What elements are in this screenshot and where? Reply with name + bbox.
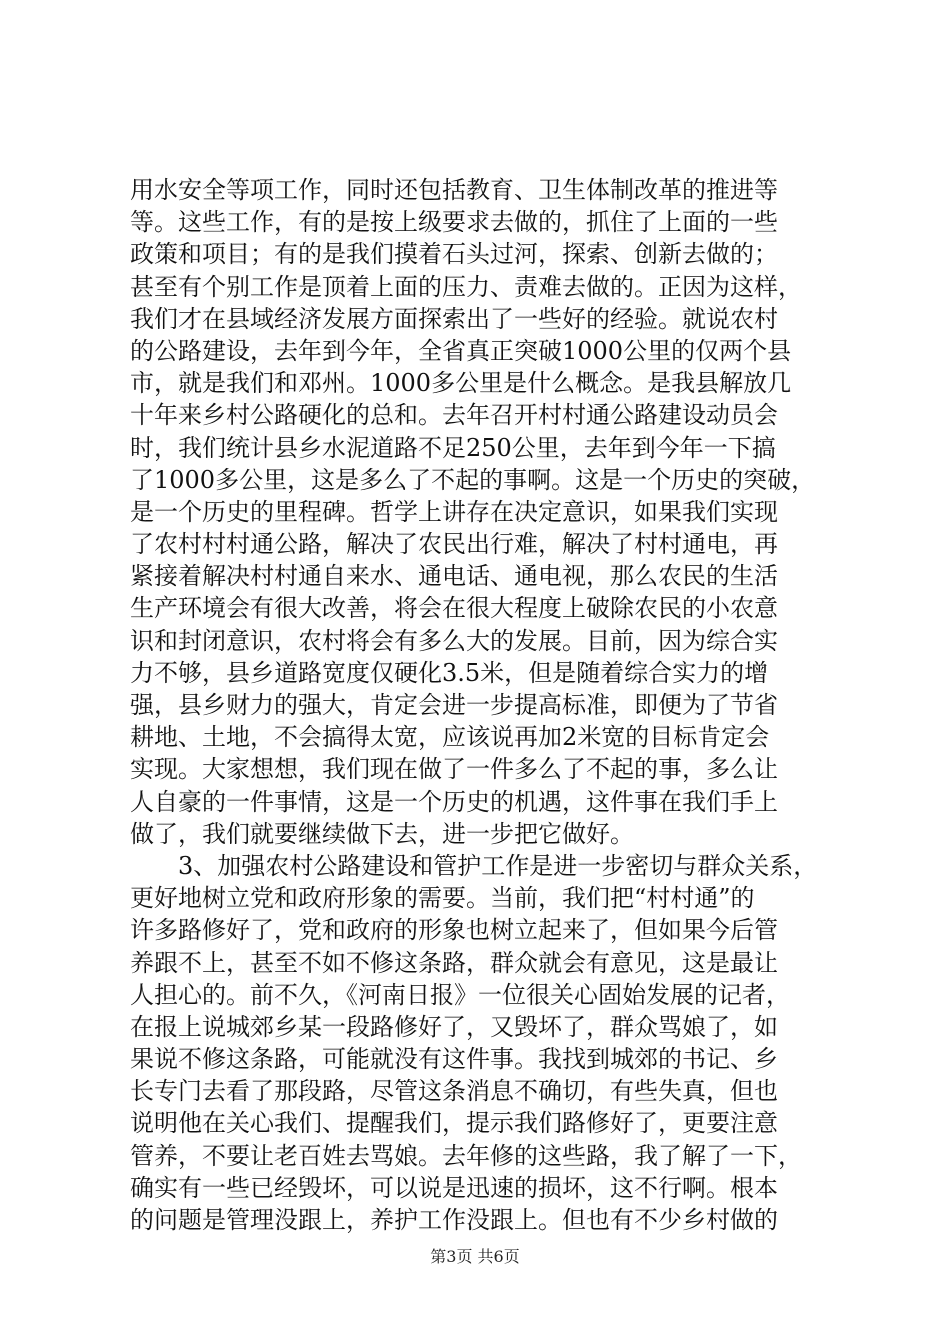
text-line: 养跟不上，甚至不如不修这条路，群众就会有意见，这是最让 [130,948,778,977]
text-line: 人担心的。前不久，《河南日报》一位很关心固始发展的记者， [130,980,790,1009]
text-line: 更好地树立党和政府形象的需要。当前，我们把“村村通”的 [130,884,755,913]
text-line: 了1000多公里，这是多么了不起的事啊。这是一个历史的突破， [130,465,816,494]
text-line: 了农村村村通公路，解决了农民出行难，解决了村村通电，再 [130,530,778,559]
text-line: 生产环境会有很大改善，将会在很大程度上破除农民的小农意 [130,594,778,623]
text-line: 长专门去看了那段路，尽管这条消息不确切，有些失真，但也 [130,1077,778,1106]
text-line: 十年来乡村公路硬化的总和。去年召开村村通公路建设动员会 [130,401,778,430]
text-line: 确实有一些已经毁坏，可以说是迅速的损坏，这不行啊。根本 [130,1173,778,1202]
text-line: 时，我们统计县乡水泥道路不足250公里，去年到今年一下搞 [130,433,776,462]
text-line: 管养，不要让老百姓去骂娘。去年修的这些路，我了解了一下， [130,1141,802,1170]
paragraph-start-line: 3、加强农村公路建设和管护工作是进一步密切与群众关系， [178,851,818,880]
text-line: 力不够，县乡道路宽度仅硬化3.5米，但是随着综合实力的增 [130,658,769,687]
text-line: 用水安全等项工作，同时还包括教育、卫生体制改革的推进等 [130,176,778,204]
text-line: 人自豪的一件事情，这是一个历史的机遇，这件事在我们手上 [130,787,778,816]
text-line: 我们才在县域经济发展方面探索出了一些好的经验。就说农村 [130,304,778,333]
text-line: 识和封闭意识，农村将会有多么大的发展。目前，因为综合实 [130,626,778,655]
text-line: 政策和项目；有的是我们摸着石头过河，探索、创新去做的； [130,240,778,269]
text-line: 等。这些工作，有的是按上级要求去做的，抓住了上面的一些 [130,208,778,237]
text-line: 的公路建设，去年到今年，全省真正突破1000公里的仅两个县 [130,336,792,365]
text-line: 说明他在关心我们、提醒我们，提示我们路修好了，更要注意 [130,1109,778,1138]
text-line: 在报上说城郊乡某一段路修好了，又毁坏了，群众骂娘了，如 [130,1012,778,1041]
text-line: 实现。大家想想，我们现在做了一件多么了不起的事，多么让 [130,755,778,784]
page-number-footer: 第3页 共6页 [430,1247,520,1266]
text-line: 做了，我们就要继续做下去，进一步把它做好。 [130,819,634,848]
text-line: 果说不修这条路，可能就没有这件事。我找到城郊的书记、乡 [130,1045,778,1074]
text-line: 市，就是我们和邓州。1000多公里是什么概念。是我县解放几 [130,369,792,398]
document-body [130,174,830,1236]
text-line: 强，县乡财力的强大，肯定会进一步提高标准，即便为了节省 [130,691,778,719]
text-line: 许多路修好了，党和政府的形象也树立起来了，但如果今后管 [130,916,778,945]
text-line: 甚至有个别工作是顶着上面的压力、责难去做的。正因为这样， [130,272,802,301]
text-line: 耕地、土地，不会搞得太宽，应该说再加2米宽的目标肯定会 [130,723,770,752]
text-line: 的问题是管理没跟上，养护工作没跟上。但也有不少乡村做的 [130,1206,778,1234]
text-line: 紧接着解决村村通自来水、通电话、通电视，那么农民的生活 [130,562,778,591]
text-line: 是一个历史的里程碑。哲学上讲存在决定意识，如果我们实现 [130,497,778,526]
